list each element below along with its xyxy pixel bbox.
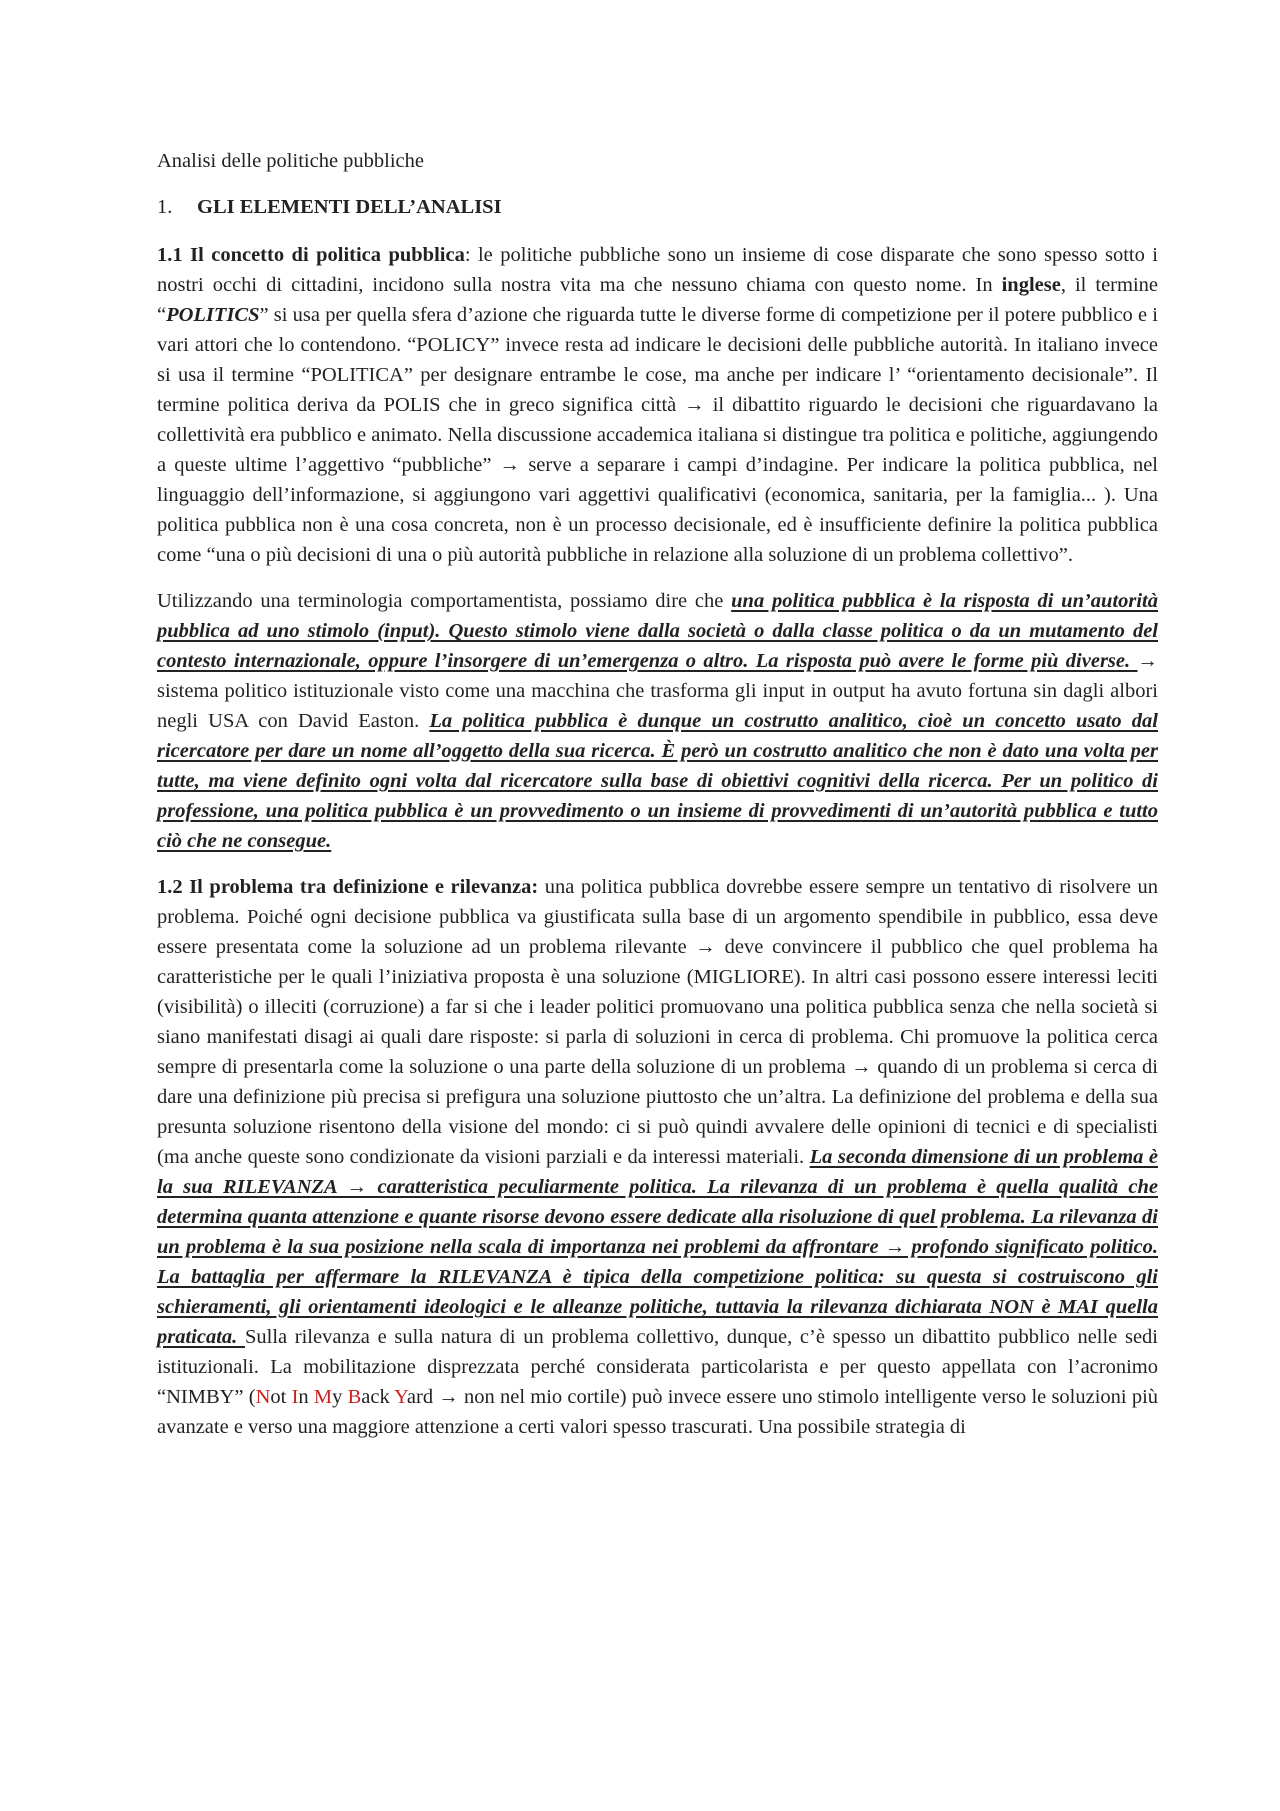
emphasized-definition: La politica pubblica è dunque un costrutto analitico, cioè un concetto usato dal ricercatore per dare un nome all’oggetto della sua ricerca. È però un costrutto analitico che non è dato una volta per tutte, ma viene definito ogni volta dal ricercatore sulla base di obiettivi cognitivi della ricerca. Per un politico di professione, una politica pubblica è un provvedimento o un insieme di provvedimenti di un’autorità pubblica e tutto ciò che ne consegue. [157,710,1158,852]
acronym-letter: M [313,1386,333,1408]
chapter-heading [157,192,1158,222]
paragraph-problem-relevance [157,872,1158,1442]
text-segment: ” si usa per quella sfera d’azione che riguarda tutte le diverse forme di competizione per il potere pubblico e i vari attori che lo contendono. “POLICY” invece resta ad indicare le decisioni delle pubbliche autorità. In italiano invece si usa il termine “POLITICA” per designare entrambe le cose, ma anche per indicare l’ “orientamento decisionale”. Il termine politica deriva da POLIS che in greco significa città → il dibattito riguardo le decisioni che riguardavano la collettività era pubblico e animato. Nella discussione accademica italiana si distingue tra politica e politiche, aggiungendo a queste ultime l’aggettivo “pubbliche” → serve a separare i campi d’indagine. Per indicare la politica pubblica, nel linguaggio dell’informazione, si aggiungono vari aggettivi qualificativi (economica, sanitaria, per la famiglia... ). Una politica pubblica non è una cosa concreta, non è un processo decisionale, ed è insufficiente definire la politica pubblica come “una o più decisioni di una o più autorità pubbliche in relazione alla soluzione di un problema collettivo”. [157,304,1158,566]
bold-term-inglese: inglese [1001,274,1061,296]
subsection-heading-1-1: 1.1 Il concetto di politica pubblica [157,244,465,266]
document-title: Analisi delle politiche pubbliche [157,150,425,172]
acronym-letter: N [255,1386,271,1408]
subsection-heading-1-2: 1.2 Il problema tra definizione e rilevanza: [157,876,539,898]
acronym-letter: I [291,1386,299,1408]
acronym-rest: ard [406,1386,434,1408]
paragraph-behavioral-definition [157,586,1158,856]
chapter-title: GLI ELEMENTI DELL’ANALISI [197,196,502,218]
text-segment: Sulla rilevanza e sulla natura di un problema collettivo, dunque, c’è spesso un dibattito pubblico nelle sedi istituzionali. La mobilitazione disprezzata perché considerata particolarista e per questo appellata con l’acronimo “NIMBY” ( [157,1326,1158,1408]
chapter-number: 1. [157,196,173,218]
text-segment: Utilizzando una terminologia comportamentista, possiamo dire che [157,590,732,612]
text-segment: → sistema politico istituzionale visto come una macchina che trasforma gli input in output ha avuto fortuna sin dagli albori negli USA con David Easton. [157,650,1158,732]
acronym-rest: n [298,1386,314,1408]
text-segment: : le politiche pubbliche sono un insieme di cose disparate che sono spesso sotto i nostri occhi di cittadini, incidono sulla nostra vita ma che nessuno chiama con questo nome. In [157,244,1158,296]
acronym-letter: B [347,1386,362,1408]
bold-italic-term-politics: POLITICS [166,304,260,326]
text-segment: → non nel mio cortile) può invece essere uno stimolo intelligente verso le soluzioni più avanzate e verso una maggiore attenzione a certi valori spesso trascurati. Una possibile strategia di [157,1386,1159,1438]
emphasized-definition: una politica pubblica è la risposta di un’autorità pubblica ad uno stimolo (input). Questo stimolo viene dalla società o dalla classe politica o da un mutamento del contesto internazionale, oppure l’insorgere di un’emergenza o altro. La risposta può avere le forme più diverse. [157,590,1159,672]
paragraph-concept [157,240,1158,570]
text-segment: una politica pubblica dovrebbe essere sempre un tentativo di risolvere un problema. Poiché ogni decisione pubblica va giustificata sulla base di un argomento spendibile in pubblico, essa deve essere presentata come la soluzione ad un problema rilevante → deve convincere il pubblico che quel problema ha caratteristiche per le quali l’iniziativa proposta è una soluzione (MIGLIORE). In altri casi possono essere interessi leciti (visibilità) o illeciti (corruzione) a far si che i leader politici promuovano una politica pubblica senza che nella società si siano manifestati disagi ai quali dare risposte: si parla di soluzioni in cerca di problema. Chi promuove la politica cerca sempre di presentarla come la soluzione o una parte della soluzione di un problema → quando di un problema si cerca di dare una definizione più precisa si prefigura una soluzione piuttosto che un’altra. La definizione del problema e della sua presunta soluzione risentono della visione del mondo: ci si può quindi avvalere delle opinioni di tecnici e di specialisti (ma anche queste sono condizionate da visioni parziali e da interessi materiali. [157,876,1158,1168]
acronym-rest: y [332,1386,348,1408]
acronym-rest: ack [361,1386,395,1408]
document-page [157,146,1158,1458]
acronym-letter: Y [394,1386,407,1408]
text-segment: , il termine “ [157,274,1159,326]
emphasized-relevance: La seconda dimensione di un problema è la sua RILEVANZA → caratteristica peculiarmente politica. La rilevanza di un problema è quella qualità che determina quanta attenzione e quante risorse devono essere dedicate alla risoluzione di quel problema. La rilevanza di un problema è la sua posizione nella scala di importanza nei problemi da affrontare → profondo significato politico. La battaglia per affermare la RILEVANZA è tipica della competizione politica: su questa si costruiscono gli schieramenti, gli orientamenti ideologici e le alleanze politiche, tuttavia la rilevanza dichiarata NON è MAI quella praticata. [157,1146,1158,1348]
acronym-rest: ot [270,1386,292,1408]
